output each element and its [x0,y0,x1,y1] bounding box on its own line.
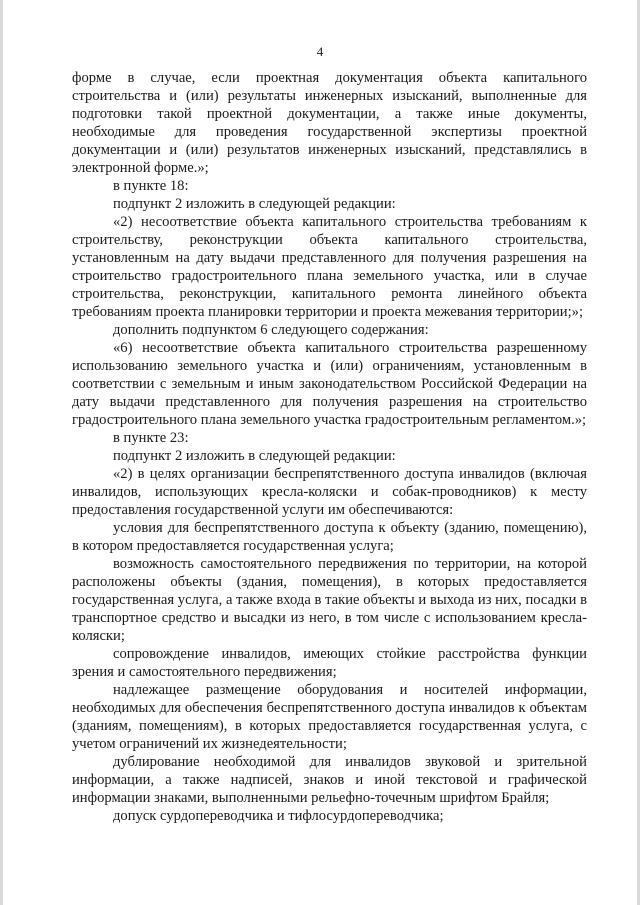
paragraph: допуск сурдопереводчика и тифлосурдопереводчика; [113,808,444,824]
paragraph: дополнить подпунктом 6 следующего содержания: [113,322,429,338]
document-body [72,69,587,825]
paragraph: сопровождение инвалидов, имеющих стойкие расстройства функции зрения и самостоятельного передвижения; [72,646,587,680]
page-left-edge [0,0,3,905]
paragraph: в пункте 18: [113,178,189,194]
paragraph: подпункт 2 изложить в следующей редакции: [113,448,396,464]
paragraph: дублирование необходимой для инвалидов звуковой и зрительной информации, а также надписей, знаков и иной текстовой и графической информации знаками, выполненными рельефно-точечным шрифтом Брайля; [72,754,587,806]
paragraph: «6) несоответствие объекта капитального строительства разрешенному использованию земельного участка и (или) ограничениям, установленным в соответствии с земельным и иным законодательством Российской Федерации на дату выдачи представленного для получения разрешения на строительство градостроительного плана земельного участка градостроительным регламентом.»; [72,340,587,428]
paragraph: форме в случае, если проектная документация объекта капитального строительства и (или) результаты инженерных изысканий, выполненные для подготовки такой проектной документации, а также иные документы, необходимые для проведения государственной экспертизы проектной документации и (или) результатов инженерных изысканий, представлялись в электронной форме.»; [72,70,587,176]
paragraph: возможность самостоятельного передвижения по территории, на которой расположены объекты (здания, помещения), в которых предоставляется государственная услуга, а также входа в такие объекты и выхода из них, посадки в транспортное средство и высадки из него, в том числе с использованием кресла-коляски; [72,556,587,644]
paragraph: в пункте 23: [113,430,189,446]
paragraph: условия для беспрепятственного доступа к объекту (зданию, помещению), в котором предоставляется государственная услуга; [72,520,587,554]
paragraph: подпункт 2 изложить в следующей редакции: [113,196,396,212]
paragraph: надлежащее размещение оборудования и носителей информации, необходимых для обеспечения беспрепятственного доступа инвалидов к объектам (зданиям, помещениям), в которых предоставляется государственная услуга, с учетом ограничений их жизнедеятельности; [72,682,587,752]
paragraph: «2) несоответствие объекта капитального строительства требованиям к строительству, реконструкции объекта капитального строительства, установленным на дату выдачи представленного для получения разрешения на строительство градостроительного плана земельного участка, или в случае строительства, реконструкции, капитального ремонта линейного объекта требованиям проекта планировки территории и проекта межевания территории;»; [72,214,587,320]
paragraph: «2) в целях организации беспрепятственного доступа инвалидов (включая инвалидов, использующих кресла-коляски и собак-проводников) к месту предоставления государственной услуги им обеспечиваются: [72,466,587,518]
page-number: 4 [316,44,324,59]
